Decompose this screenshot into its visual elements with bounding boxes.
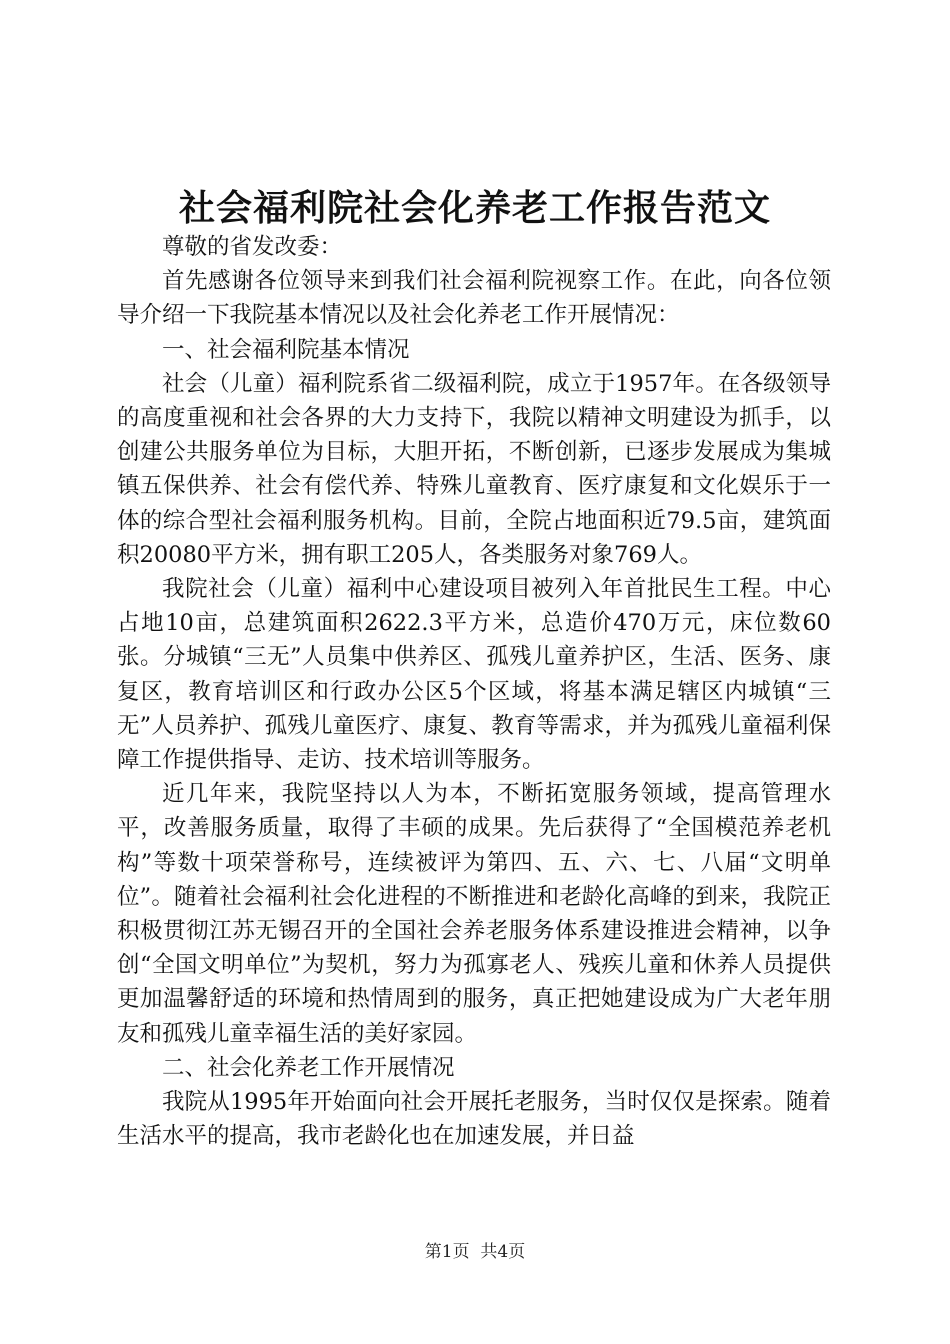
body-paragraph: 社会（儿童）福利院系省二级福利院，成立于1957年。在各级领导的高度重视和社会各界的大力支持下，我院以精神文明建设为抓手，以创建公共服务单位为目标，大胆开拓，不断创新，已逐步发展成为集城镇五保供养、社会有偿代养、特殊儿童教育、医疗康复和文化娱乐于一体的综合型社会福利服务机构。目前，全院占地面积近79.5亩，建筑面积20080平方米，拥有职工205人，各类服务对象769人。 [117,370,831,568]
body-paragraph: 近几年来，我院坚持以人为本，不断拓宽服务领域，提高管理水平，改善服务质量，取得了丰硕的成果。先后获得了“全国模范养老机构”等数十项荣誉称号，连续被评为第四、五、六、七、八届“文明单位”。随着社会福利社会化进程的不断推进和老龄化高峰的到来，我院正积极贯彻江苏无锡召开的全国社会养老服务体系建设推进会精神，以争创“全国文明单位”为契机，努力为孤寡老人、残疾儿童和休养人员提供更加温馨舒适的环境和热情周到的服务，真正把她建设成为广大老年朋友和孤残儿童幸福生活的美好家园。 [117,781,831,1047]
body-paragraph: 我院社会（儿童）福利中心建设项目被列入年首批民生工程。中心占地10亩，总建筑面积2622.3平方米，总造价470万元，床位数60张。分城镇“三无”人员集中供养区、孤残儿童养护区，生活、医务、康复区，教育培训区和行政办公区5个区域，将基本满足辖区内城镇“三无”人员养护、孤残儿童医疗、康复、教育等需求，并为孤残儿童福利保障工作提供指导、走访、技术培训等服务。 [117,576,831,774]
page-total: 共4页 [480,1242,526,1262]
document-body [117,230,831,1153]
page-footer [0,1240,950,1264]
section-heading-1: 一、社会福利院基本情况 [162,336,410,363]
salutation: 尊敬的省发改委： [162,234,343,260]
page-number: 第1页 [424,1242,470,1262]
footer-separator [470,1242,481,1262]
intro-paragraph: 首先感谢各位领导来到我们社会福利院视察工作。在此，向各位领导介绍一下我院基本情况以及社会化养老工作开展情况： [117,268,831,329]
document-title: 社会福利院社会化养老工作报告范文 [178,187,771,229]
body-paragraph: 我院从1995年开始面向社会开展托老服务，当时仅仅是探索。随着生活水平的提高，我市老龄化也在加速发展，并日益 [117,1089,831,1150]
section-heading-2: 二、社会化养老工作开展情况 [162,1054,455,1081]
